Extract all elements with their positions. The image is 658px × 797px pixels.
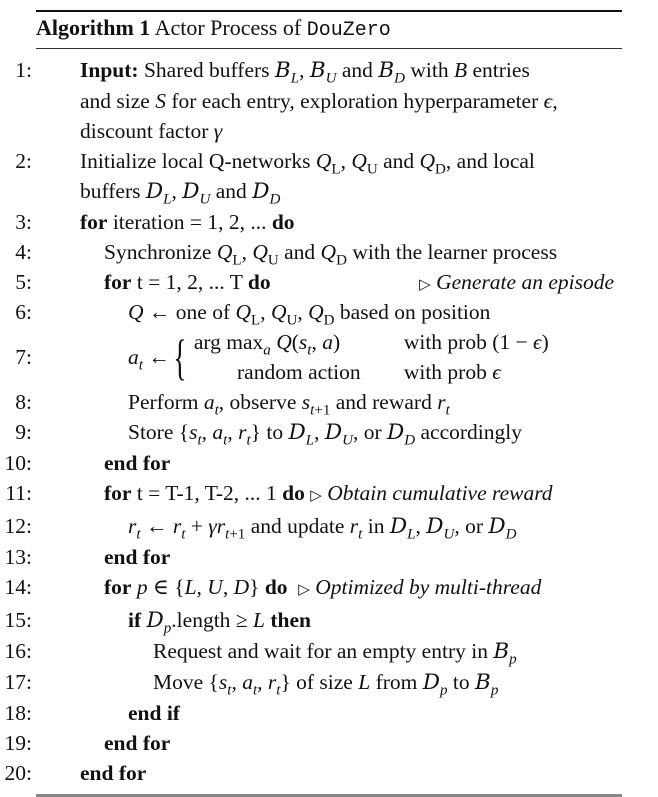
line-number: 3: [15,210,32,234]
line-3: 3: for iteration = 1, 2, ... do [36,207,622,237]
line-9: 9: Store {$s_t$, $a_t$, $r_t$} to $D_L$, $D_U$, or $D_D$ accordingly [36,417,622,448]
algorithm-title: Actor Process of [154,15,302,40]
triangle-icon: ▷ [310,488,322,504]
line-number: 10: [4,451,32,475]
algorithm-lines [4,49,622,788]
comment-cumulative-reward: ▷ Obtain cumulative reward [310,481,553,505]
line-number: 1: [15,58,32,82]
triangle-icon: ▷ [298,582,310,598]
line-number: 14: [4,575,32,599]
line-1-cont-a: and size S for each entry, exploration hyperparameter ϵ, [80,89,558,113]
line-16: 16: Request and wait for an empty entry in $B_p$ [36,636,622,667]
algorithm-title-mono: DouZero [306,19,391,42]
line-5: 5: for t = 1, 2, ... T do ▷ Generate an episode [36,267,622,297]
comment-multi-thread: ▷ Optimized by multi-thread [298,575,542,599]
line-number: 8: [15,390,32,414]
line-6: 6: Q ← one of $Q_L$, $Q_U$, $Q_D$ based on position [36,297,622,327]
line-11: 11: for t = T-1, T-2, ... 1 do ▷ Obtain cumulative reward [36,478,622,511]
keyword-input: Input: [80,58,139,82]
line-2-cont: buffers $D_L$, $D_U$ and $D_D$ [80,179,281,208]
line-number: 12: [4,514,32,538]
line-12: 12: $r_t$ ← $r_t + \gamma r_{t+1}$ and update $r_t$ in $D_L$, $D_U$, or $D_D$ [36,511,622,542]
line-8: 8: Perform $a_t$, observe $s_{t+1}$ and reward $r_t$ [36,387,622,417]
triangle-icon: ▷ [419,277,431,293]
line-number: 2: [15,149,32,173]
line-number: 17: [4,670,32,694]
line-number: 5: [15,270,32,294]
line-number: 7: [15,345,32,369]
line-number: 18: [4,701,32,725]
algorithm-label: Algorithm 1 [36,15,151,40]
keyword-end-if: end if [128,701,180,725]
line-4: 4: Synchronize $Q_L$, $Q_U$ and $Q_D$ with the learner process [36,237,622,267]
line-number: 4: [15,240,32,264]
line-19: 19: end for [36,728,622,758]
keyword-for: for [80,210,108,234]
comment-generate-episode: ▷ Generate an episode [419,270,614,294]
line-14: 14: for p ∈ {L, U, D} do ▷ Optimized by multi-thread [36,572,622,605]
line-number: 19: [4,731,32,755]
keyword-then: then [270,608,311,632]
line-number: 11: [5,481,32,505]
algorithm-caption [36,12,622,48]
line-2: 2: Initialize local Q-networks $Q_L$, $Q_U$ and $Q_D$, and local [36,146,622,176]
line-1: 1: Input: Shared buffers $B_L$, $B_U$ and $B_D$ with B entries [36,55,622,86]
line-number: 15: [4,608,32,632]
line-13: 13: end for [36,542,622,572]
keyword-do: do [271,210,295,234]
algorithm-box [4,10,622,797]
line-number: 13: [4,545,32,569]
cases-expression: $a_t$ ← { arg $\max_a Q(s_t$, a) with prob (1 − ϵ) random action with prob ϵ [128,329,549,385]
keyword-if: if [128,608,142,632]
line-15: 15: if $D_p.length \ge L$ then [36,605,622,636]
line-10 [4,448,622,478]
line-number: 9: [15,420,32,444]
line-20: 20: end for [36,758,622,788]
line-number: 20: [4,761,32,785]
line-number: 16: [4,639,32,663]
line-18 [4,698,622,728]
left-brace-icon: { [173,329,187,385]
line-17: 17: Move {$s_t$, $a_t$, $r_t$} of size L from $D_p$ to $B_p$ [36,667,622,698]
line-7 [15,327,622,387]
line-1-cont-b: discount factor γ [80,119,223,143]
keyword-end-for: end for [104,451,171,475]
line-number: 6: [15,300,32,324]
